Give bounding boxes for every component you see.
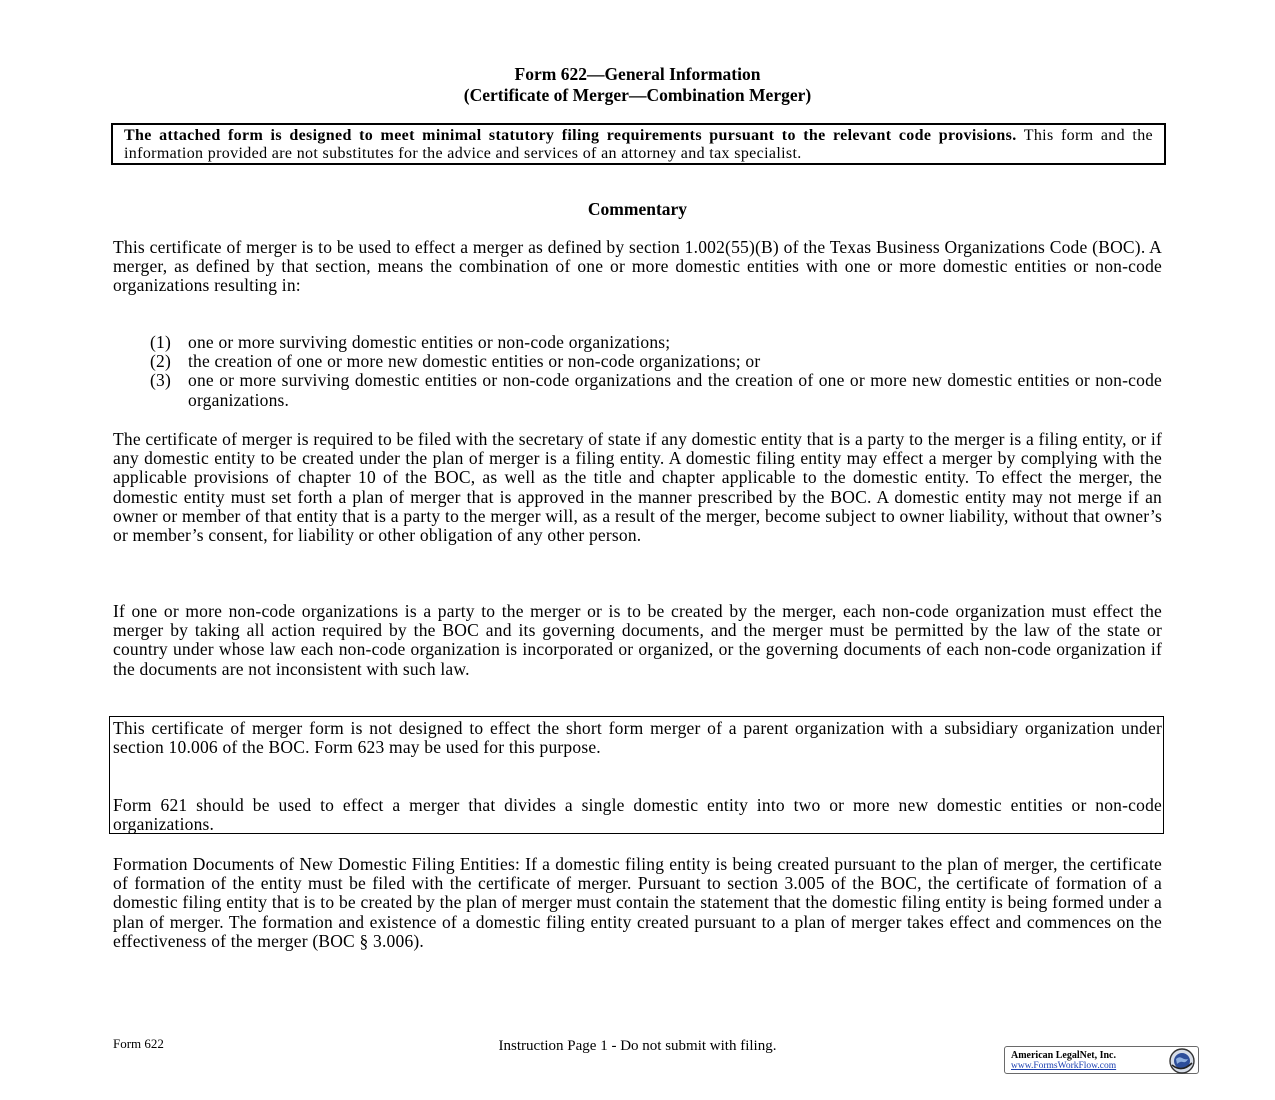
short-form-paragraph: This certificate of merger form is not designed to effect the short form merger of a parent organization with a subsidiary organization under section 10.006 of the BOC. Form 623 may be used for this purpose. [113,718,1162,758]
list-item-number: (1) [150,332,172,352]
brand-url-link[interactable]: www.FormsWorkFlow.com [1011,1061,1117,1071]
commentary-heading: Commentary [587,199,688,219]
short-form-notice-box [109,716,1164,834]
list-item [150,371,1162,409]
non-code-paragraph: If one or more non-code organizations is a party to the merger or is to be created by the merger, each non-code organization must effect the merger by taking all action required by the BOC and its governing documents, and the merger must be permitted by the law of the state or country under whose law each non-code organization is incorporated or organized, or the governing documents of each non-code organization if the documents are not inconsistent with such law. [113,601,1162,679]
globe-logo-icon [1168,1047,1196,1075]
list-item-number: (3) [150,370,172,391]
footer-form-label: Form 622 [113,1036,164,1051]
notice-bold-text: The attached form is designed to meet minimal statutory filing requirements pursuant to the relevant code provisions. [124,127,1017,144]
filing-paragraph: The certificate of merger is required to be filed with the secretary of state if any domestic entity that is a party to the merger is a filing entity, or if any domestic entity to be created under the plan of merger is a filing entity. A domestic filing entity may effect a merger by complying with the applicable provisions of chapter 10 of the BOC, as well as the title and chapter applicable to the domestic entity. To effect the merger, the domestic entity must set forth a plan of merger that is approved in the manner prescribed by the BOC. A domestic entity may not merge if an owner or member of that entity that is a party to the merger will, as a result of the merger, become subject to owner liability, without that owner’s or member’s consent, for liability or other obligation of any other person. [113,429,1162,546]
footer-instruction: Instruction Page 1 - Do not submit with filing. [498,1038,777,1054]
list-item-text: one or more surviving domestic entities or non-code organizations; [188,332,671,352]
title-block [0,64,1275,106]
brand-badge[interactable] [1004,1046,1199,1074]
notice-text: This form and the information provided are not substitutes for the advice and services of an attorney and tax specialist. [124,127,1153,162]
form-title: Form 622—General Information [514,64,761,84]
list-item-text: one or more surviving domestic entities or non-code organizations and the creation of one or more new domestic entities or non-code organizations. [188,370,1162,410]
brand-name: American LegalNet, Inc. [1011,1050,1116,1061]
merger-result-list [150,333,1162,410]
list-item-text: the creation of one or more new domestic entities or non-code organizations; or [188,351,761,372]
form-subtitle: (Certificate of Merger—Combination Merger) [463,85,812,105]
list-item [150,333,1162,352]
intro-paragraph: This certificate of merger is to be used to effect a merger as defined by section 1.002(55)(B) of the Texas Business Organizations Code (BOC). A merger, as defined by that section, means the combination of one or more domestic entities with one or more domestic entities or non-code organizations resulting in: [113,237,1162,296]
formation-paragraph: Formation Documents of New Domestic Filing Entities: If a domestic filing entity is being created pursuant to the plan of merger, the certificate of formation of the entity must be filed with the certificate of merger. Pursuant to section 3.005 of the BOC, the certificate of formation of a domestic filing entity that is to be created by the plan of merger must contain the statement that the domestic filing entity is being formed under a plan of merger. The formation and existence of a domestic filing entity created pursuant to a plan of merger takes effect and commences on the effectiveness of the merger (BOC § 3.006). [113,854,1162,951]
list-item [150,352,1162,371]
form-621-paragraph: Form 621 should be used to effect a merger that divides a single domestic entity into two or more new domestic entities or non-code organizations. [113,795,1162,835]
notice-box [111,123,1166,165]
list-item-number: (2) [150,351,172,372]
